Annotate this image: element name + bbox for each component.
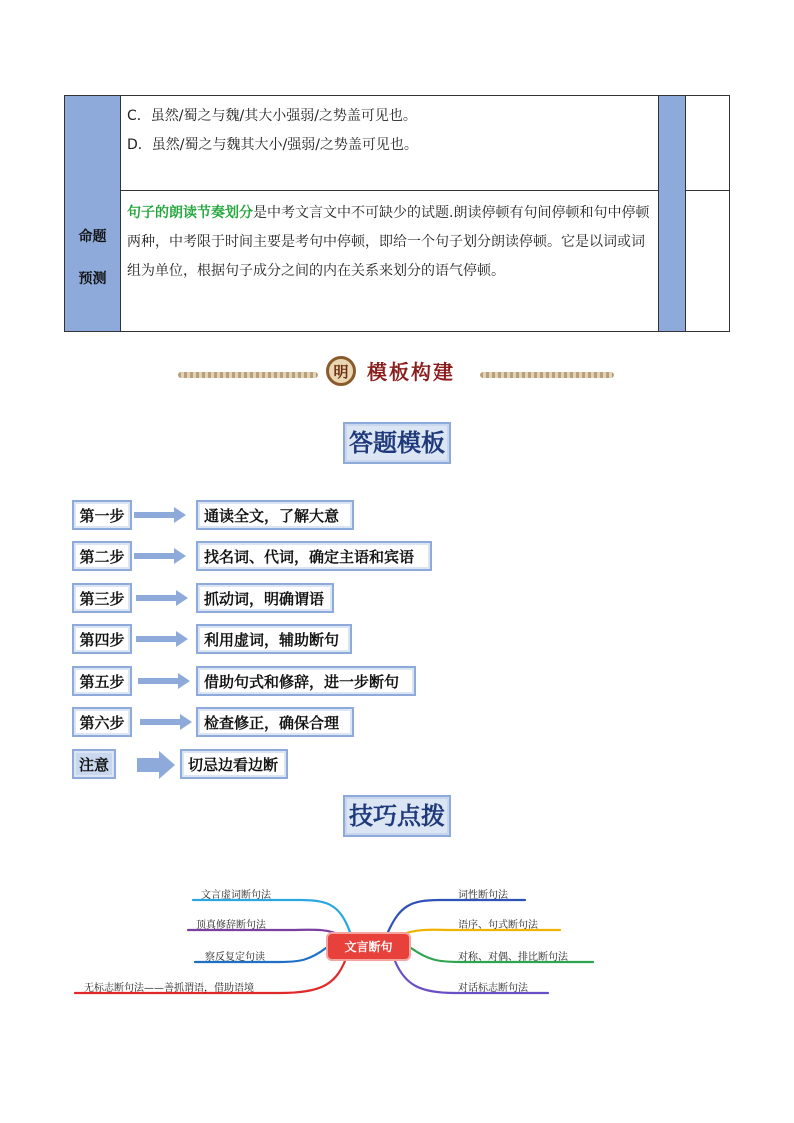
step-desc: 检查修正，确保合理 [196,707,354,737]
mindmap-left-1: 文言虚词断句法 [201,890,271,901]
mindmap-left-2: 顶真修辞断句法 [196,920,266,931]
note-desc: 切忌边看边断 [180,749,288,779]
prediction-body: 是中考文言文中不可缺少的试题.朗读停顿有句间停顿和句中停顿两种，中考限于时间主要是考句中停顿，即给一个句子划分朗读停顿。它是以词或词组为单位，根据句子成分之间的内在关系来划分的语气停顿。 [127,205,650,279]
step-arrow [136,634,188,644]
template-title: 答题模板 [343,422,451,464]
step-desc: 利用虚词，辅助断句 [196,624,352,654]
step-label: 第一步 [72,500,132,530]
option-c: C．虽然/蜀之与魏/其大小强弱/之势盖可见也。 [127,108,417,124]
side-cell [659,96,685,190]
step-desc: 借助句式和修辞，进一步断句 [196,666,416,696]
option-d: D．虽然/蜀之与魏其大小/强弱/之势盖可见也。 [127,137,418,153]
side-cell [659,190,685,331]
step-label: 第二步 [72,541,132,571]
mindmap-right-3: 对称、对偶、排比断句法 [458,952,568,963]
banner-badge: 明 [326,356,356,386]
mindmap-right-1: 词性断句法 [458,890,508,901]
step-desc: 抓动词，明确谓语 [196,583,334,613]
step-label: 第六步 [72,707,132,737]
step-arrow [140,717,192,727]
column-divider [685,96,686,190]
mindmap-right-4: 对话标志断句法 [458,983,528,994]
question-table [64,95,730,332]
note-arrow [137,760,175,770]
mindmap-right-2: 语序、句式断句法 [458,920,538,931]
prediction-label-1: 命题 [78,229,107,245]
prediction-text [127,199,655,286]
banner-title: 模板构建 [367,360,455,384]
row-header-cell [65,190,120,331]
prediction-row [65,190,729,331]
banner-line-right [480,372,614,378]
step-desc: 找名词、代词，确定主语和宾语 [196,541,432,571]
step-arrow [136,593,188,603]
step-desc: 通读全文，了解大意 [196,500,354,530]
step-arrow [134,510,186,520]
column-divider [120,96,121,190]
step-label: 第四步 [72,624,132,654]
note-label: 注意 [72,749,116,779]
prediction-highlight: 句子的朗读节奏划分 [127,205,253,221]
step-label: 第五步 [72,666,132,696]
options-row [65,96,729,191]
column-divider [120,190,121,331]
mindmap-center: 文言断句 [326,932,411,961]
banner-line-left [178,372,318,378]
column-divider [685,190,686,331]
step-arrow [134,551,186,561]
tips-title: 技巧点拨 [343,795,451,837]
prediction-label-2: 预测 [78,271,107,287]
step-arrow [138,676,190,686]
mindmap-left-3: 察反复定句读 [205,952,265,963]
mindmap-left-4: 无标志断句法——善抓谓语，借助语境 [84,983,254,994]
row-header-cell [65,96,120,190]
step-label: 第三步 [72,583,132,613]
